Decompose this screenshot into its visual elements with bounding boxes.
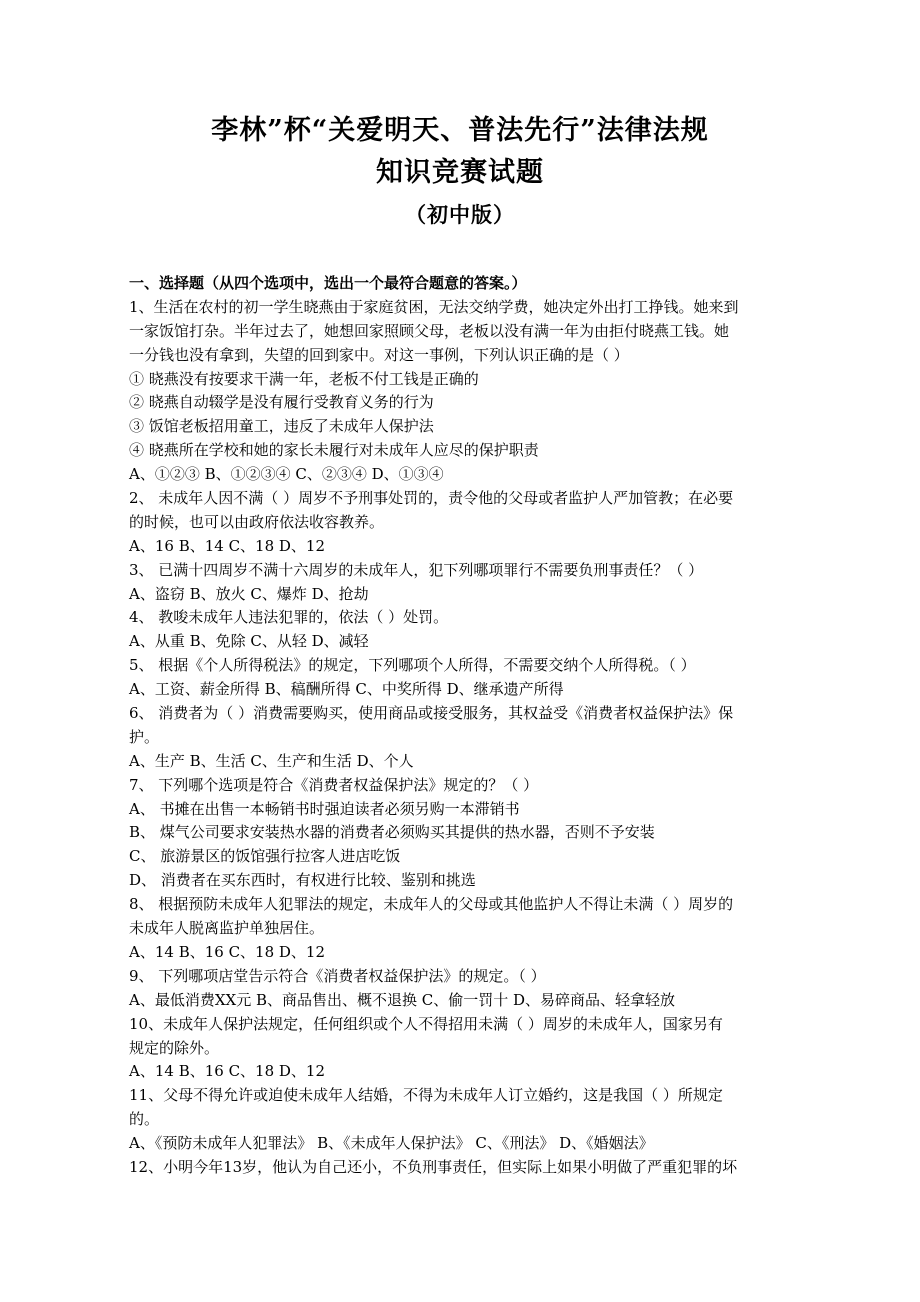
answer-choices: A、14 B、16 C、18 D、12 xyxy=(129,942,326,961)
question-line: 7、 下列哪个选项是符合《消费者权益保护法》规定的？（ ） xyxy=(129,775,539,794)
question-line: 2、 未成年人因不满（ ）周岁不予刑事处罚的，责令他的父母或者监护人严加管教；在必要 xyxy=(129,489,734,508)
answer-choices: A、盗窃 B、放火 C、爆炸 D、抢劫 xyxy=(129,584,369,603)
option-line: B、 煤气公司要求安装热水器的消费者必须购买其提供的热水器，否则不予安装 xyxy=(129,823,655,842)
document-title: 李林”杯“关爱明天、普法先行”法律法规 xyxy=(211,115,709,146)
question-line: 的时候，也可以由政府依法收容教养。 xyxy=(129,512,385,531)
question-line: 3、 已满十四周岁不满十六周岁的未成年人，犯下列哪项罪行不需要负刑事责任？（ ） xyxy=(129,560,704,579)
question-line: 一家饭馆打杂。半年过去了，她想回家照顾父母，老板以没有满一年为由拒付晓燕工钱。她 xyxy=(129,321,730,340)
option-line: ③ 饭馆老板招用童工，违反了未成年人保护法 xyxy=(129,417,434,436)
question-line: 9、 下列哪项店堂告示符合《消费者权益保护法》的规定。（ ） xyxy=(129,966,546,985)
question-line: 11、父母不得允许或迫使未成年人结婚，不得为未成年人订立婚约，这是我国（ ）所规定 xyxy=(129,1086,723,1105)
document-subtitle: （初中版） xyxy=(405,202,515,227)
answer-choices: A、工资、薪金所得 B、稿酬所得 C、中奖所得 D、继承遗产所得 xyxy=(129,680,564,699)
question-line: 10、未成年人保护法规定，任何组织或个人不得招用未满（ ）周岁的未成年人，国家另有 xyxy=(129,1014,723,1033)
answer-choices: A、①②③ B、①②③④ C、②③④ D、①③④ xyxy=(129,465,444,484)
answer-choices: A、14 B、16 C、18 D、12 xyxy=(129,1062,326,1081)
option-line: A、 书摊在出售一本畅销书时强迫读者必须另购一本滞销书 xyxy=(129,799,520,818)
question-section xyxy=(129,272,809,1180)
option-line: C、 旅游景区的饭馆强行拉客人进店吃饭 xyxy=(129,847,401,866)
question-line: 6、 消费者为（ ）消费需要购买，使用商品或接受服务，其权益受《消费者权益保护法》保 xyxy=(129,704,734,723)
document-title-line2: 知识竞赛试题 xyxy=(376,157,544,188)
option-line: D、 消费者在买东西时，有权进行比较、鉴别和挑选 xyxy=(129,871,476,890)
question-line: 规定的除外。 xyxy=(129,1038,220,1057)
answer-choices: A、《预防未成年人犯罪法》 B、《未成年人保护法》 C、《刑法》 D、《婚姻法》 xyxy=(129,1134,654,1153)
answer-choices: A、16 B、14 C、18 D、12 xyxy=(129,536,326,555)
question-line: 5、 根据《个人所得税法》的规定，下列哪项个人所得，不需要交纳个人所得税。（ ） xyxy=(129,656,696,675)
question-line: 一分钱也没有拿到，失望的回到家中。对这一事例，下列认识正确的是（ ） xyxy=(129,345,629,364)
question-line: 4、 教唆未成年人违法犯罪的，依法（ ）处罚。 xyxy=(129,608,449,627)
question-line: 12、小明今年13岁，他认为自己还小，不负刑事责任，但实际上如果小明做了严重犯罪的坏 xyxy=(129,1157,738,1176)
answer-choices: A、生产 B、生活 C、生产和生活 D、个人 xyxy=(129,751,414,770)
option-line: ④ 晓燕所在学校和她的家长未履行对未成年人应尽的保护职责 xyxy=(129,441,539,460)
section-heading: 一、选择题（从四个选项中，选出一个最符合题意的答案。） xyxy=(129,274,527,292)
question-line: 未成年人脱离监护单独居住。 xyxy=(129,919,325,938)
question-line: 8、 根据预防未成年人犯罪法的规定，未成年人的父母或其他监护人不得让未满（ ）周岁的 xyxy=(129,895,734,914)
option-line: ② 晓燕自动辍学是没有履行受教育义务的行为 xyxy=(129,393,434,412)
answer-choices: A、最低消费XX元 B、商品售出、概不退换 C、偷一罚十 D、易碎商品、轻拿轻放 xyxy=(129,990,676,1009)
option-line: ① 晓燕没有按要求干满一年，老板不付工钱是正确的 xyxy=(129,369,479,388)
question-line: 护。 xyxy=(129,727,160,746)
answer-choices: A、从重 B、免除 C、从轻 D、减轻 xyxy=(129,632,369,651)
question-line: 的。 xyxy=(129,1110,160,1129)
question-line: 1、生活在农村的初一学生晓燕由于家庭贫困，无法交纳学费，她决定外出打工挣钱。她来到 xyxy=(129,297,739,316)
